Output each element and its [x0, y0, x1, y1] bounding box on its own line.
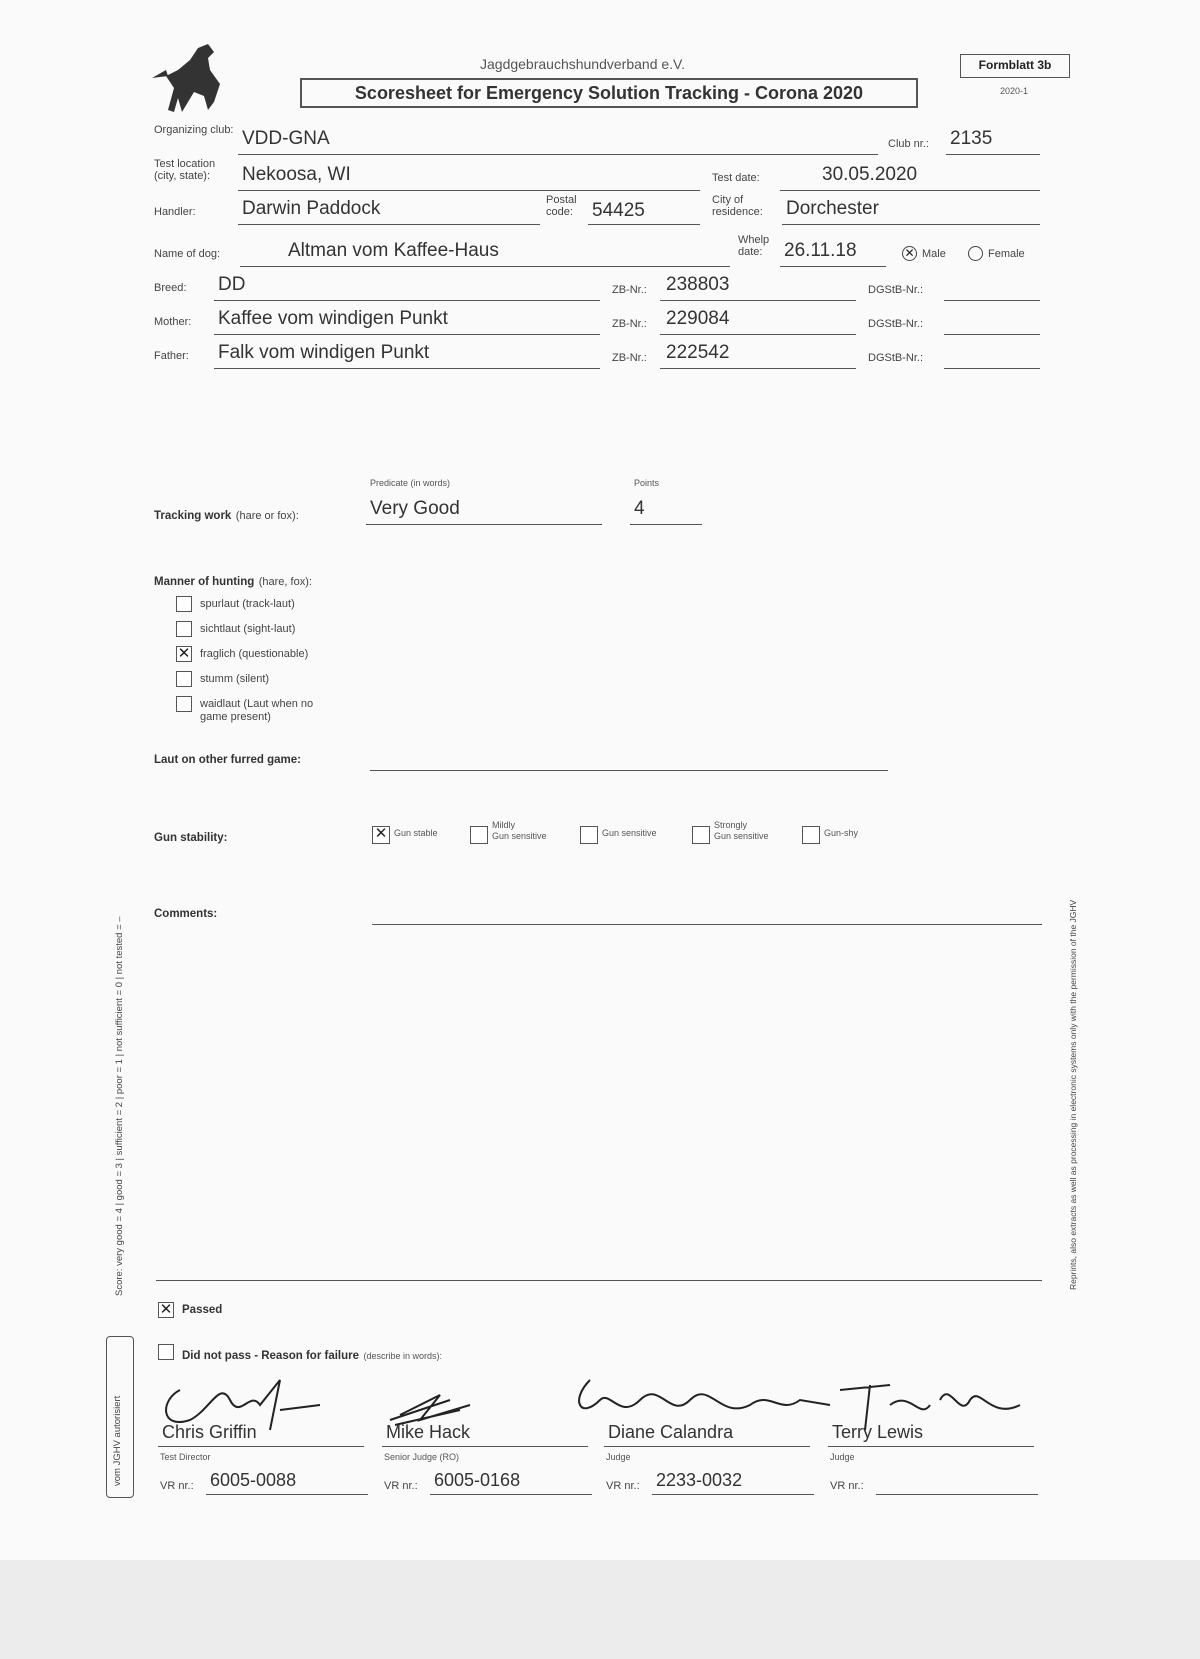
city-value: Dorchester — [786, 198, 879, 219]
postal-code-value: 54425 — [592, 200, 645, 221]
dgstb-father-label: DGStB-Nr.: — [868, 352, 924, 364]
female-radio[interactable] — [968, 246, 983, 261]
tracking-label-group — [154, 506, 299, 524]
gun-option-label-2: Gun sensitive — [714, 831, 769, 841]
test-location-label: Test location (city, state): — [154, 158, 216, 182]
zb-breed-value: 238803 — [666, 274, 730, 295]
failed-checkbox[interactable] — [158, 1344, 174, 1360]
whelp-date-value: 26.11.18 — [784, 240, 857, 261]
judge-role: Test Director — [160, 1452, 211, 1462]
father-label: Father: — [154, 350, 189, 362]
manner-checkbox[interactable]: ✕ — [177, 645, 191, 662]
club-nr-label: Club nr.: — [888, 138, 929, 150]
judge-name: Diane Calandra — [608, 1422, 734, 1442]
predicate-header: Predicate (in words) — [370, 478, 451, 488]
vr-label: VR nr.: — [160, 1480, 194, 1492]
whelp-date-label: Whelp date: — [738, 234, 770, 258]
manner-option-label: sichtlaut (sight-laut) — [200, 623, 296, 635]
manner-label-group — [154, 572, 312, 590]
vr-line — [206, 1494, 368, 1495]
form-title: Scoresheet for Emergency Solution Tracking - Corona 2020 — [300, 78, 918, 108]
breed-value: DD — [218, 274, 246, 295]
gun-checkbox[interactable] — [802, 826, 820, 844]
manner-label: Manner of hunting — [154, 576, 255, 588]
manner-option-label: stumm (silent) — [200, 673, 270, 685]
judge-name-line — [604, 1446, 810, 1447]
mother-value: Kaffee vom windigen Punkt — [218, 308, 448, 329]
manner-option-label: fraglich (questionable) — [200, 648, 309, 660]
points-value: 4 — [634, 498, 645, 519]
failed-label-sub: (describe in words): — [363, 1351, 442, 1361]
gun-checkbox[interactable] — [470, 826, 488, 844]
gun-checkbox[interactable] — [580, 826, 598, 844]
judge-name-line — [158, 1446, 364, 1447]
zb-mother-value: 229084 — [666, 308, 730, 329]
predicate-value: Very Good — [370, 498, 460, 519]
gun-option-label: Mildly — [492, 820, 516, 830]
test-date-value: 30.05.2020 — [822, 164, 918, 185]
vr-value: 2233-0032 — [656, 1470, 743, 1490]
handler-value: Darwin Paddock — [242, 198, 381, 219]
club-nr-value: 2135 — [950, 128, 993, 149]
dgstb-mother-label: DGStB-Nr.: — [868, 318, 924, 330]
organizing-club-value: VDD-GNA — [242, 128, 330, 149]
vr-line — [876, 1494, 1038, 1495]
father-value: Falk vom windigen Punkt — [218, 342, 430, 363]
authorized-text: vom JGHV autorisiert — [112, 1395, 123, 1486]
vr-value: 6005-0088 — [210, 1470, 297, 1490]
vr-label: VR nr.: — [384, 1480, 418, 1492]
manner-label-sub: (hare, fox): — [258, 576, 312, 588]
zb-breed-label: ZB-Nr.: — [612, 284, 647, 296]
gun-option-label: Gun sensitive — [602, 828, 657, 838]
gun-option-label: Strongly — [714, 820, 748, 830]
gun-checkbox[interactable]: ✕ — [372, 826, 390, 844]
form-version: 2020-1 — [1000, 86, 1029, 96]
comments-label: Comments: — [154, 908, 218, 920]
manner-checkbox[interactable] — [176, 696, 192, 712]
vr-line — [652, 1494, 814, 1495]
postal-code-label: Postal code: — [546, 194, 577, 218]
zb-mother-label: ZB-Nr.: — [612, 318, 647, 330]
gun-option-label: Gun stable — [394, 828, 438, 838]
judge-name: Terry Lewis — [832, 1422, 924, 1442]
dog-logo — [148, 40, 228, 118]
zb-father-label: ZB-Nr.: — [612, 352, 647, 364]
gun-option-label: Gun-shy — [824, 828, 859, 838]
female-label: Female — [988, 248, 1025, 260]
gun-option-label-2: Gun sensitive — [492, 831, 547, 841]
manner-option-label: waidlaut (Laut when no — [200, 698, 314, 710]
judge-role: Senior Judge (RO) — [384, 1452, 460, 1462]
zb-father-value: 222542 — [666, 342, 730, 363]
org-name: Jagdgebrauchshundverband e.V. — [480, 56, 685, 72]
points-header: Points — [634, 478, 660, 488]
gun-checkbox[interactable] — [692, 826, 710, 844]
manner-option-label-2: game present) — [200, 711, 271, 723]
judge-role: Judge — [830, 1452, 855, 1462]
signature-hack — [390, 1395, 470, 1425]
vr-label: VR nr.: — [606, 1480, 640, 1492]
vr-value: 6005-0168 — [434, 1470, 521, 1490]
vr-line — [430, 1494, 592, 1495]
judge-name: Mike Hack — [386, 1422, 471, 1442]
mother-label: Mother: — [154, 316, 192, 328]
test-location-value: Nekoosa, WI — [242, 164, 351, 185]
passed-label: Passed — [182, 1304, 223, 1316]
tracking-label-sub: (hare or fox): — [235, 510, 299, 522]
passed-checkbox[interactable]: ✕ — [159, 1301, 173, 1318]
manner-checkbox[interactable] — [176, 671, 192, 687]
city-label: City of residence: — [712, 194, 763, 218]
judge-role: Judge — [606, 1452, 631, 1462]
signature-calandra — [579, 1380, 830, 1408]
manner-checkbox[interactable] — [176, 621, 192, 637]
handler-label: Handler: — [154, 206, 196, 218]
judge-name: Chris Griffin — [162, 1422, 257, 1442]
dog-name-label: Name of dog: — [154, 248, 221, 260]
male-radio[interactable]: ✕ — [902, 246, 917, 261]
judge-name-line — [828, 1446, 1034, 1447]
organizing-club-label: Organizing club: — [154, 124, 234, 136]
tracking-label: Tracking work — [154, 510, 232, 522]
manner-checkbox[interactable] — [176, 596, 192, 612]
judge-name-line — [382, 1446, 588, 1447]
gun-stability-label: Gun stability: — [154, 832, 228, 844]
vr-label: VR nr.: — [830, 1480, 864, 1492]
form-number: Formblatt 3b — [960, 54, 1070, 78]
breed-label: Breed: — [154, 282, 187, 294]
test-date-label: Test date: — [712, 172, 760, 184]
male-label: Male — [922, 248, 946, 260]
copyright-note: Reprints, also extracts as well as processing in electronic systems only with the permission of the JGHV — [1068, 899, 1078, 1290]
failed-label: Did not pass - Reason for failure — [182, 1350, 359, 1362]
manner-option-label: spurlaut (track-laut) — [200, 598, 295, 610]
dgstb-breed-label: DGStB-Nr.: — [868, 284, 924, 296]
dog-name-value: Altman vom Kaffee-Haus — [288, 240, 499, 261]
laut-other-label: Laut on other furred game: — [154, 754, 301, 766]
score-legend: Score: very good = 4 | good = 3 | sufficient = 2 | poor = 1 | not sufficient = 0 | not tested = – — [114, 916, 125, 1296]
